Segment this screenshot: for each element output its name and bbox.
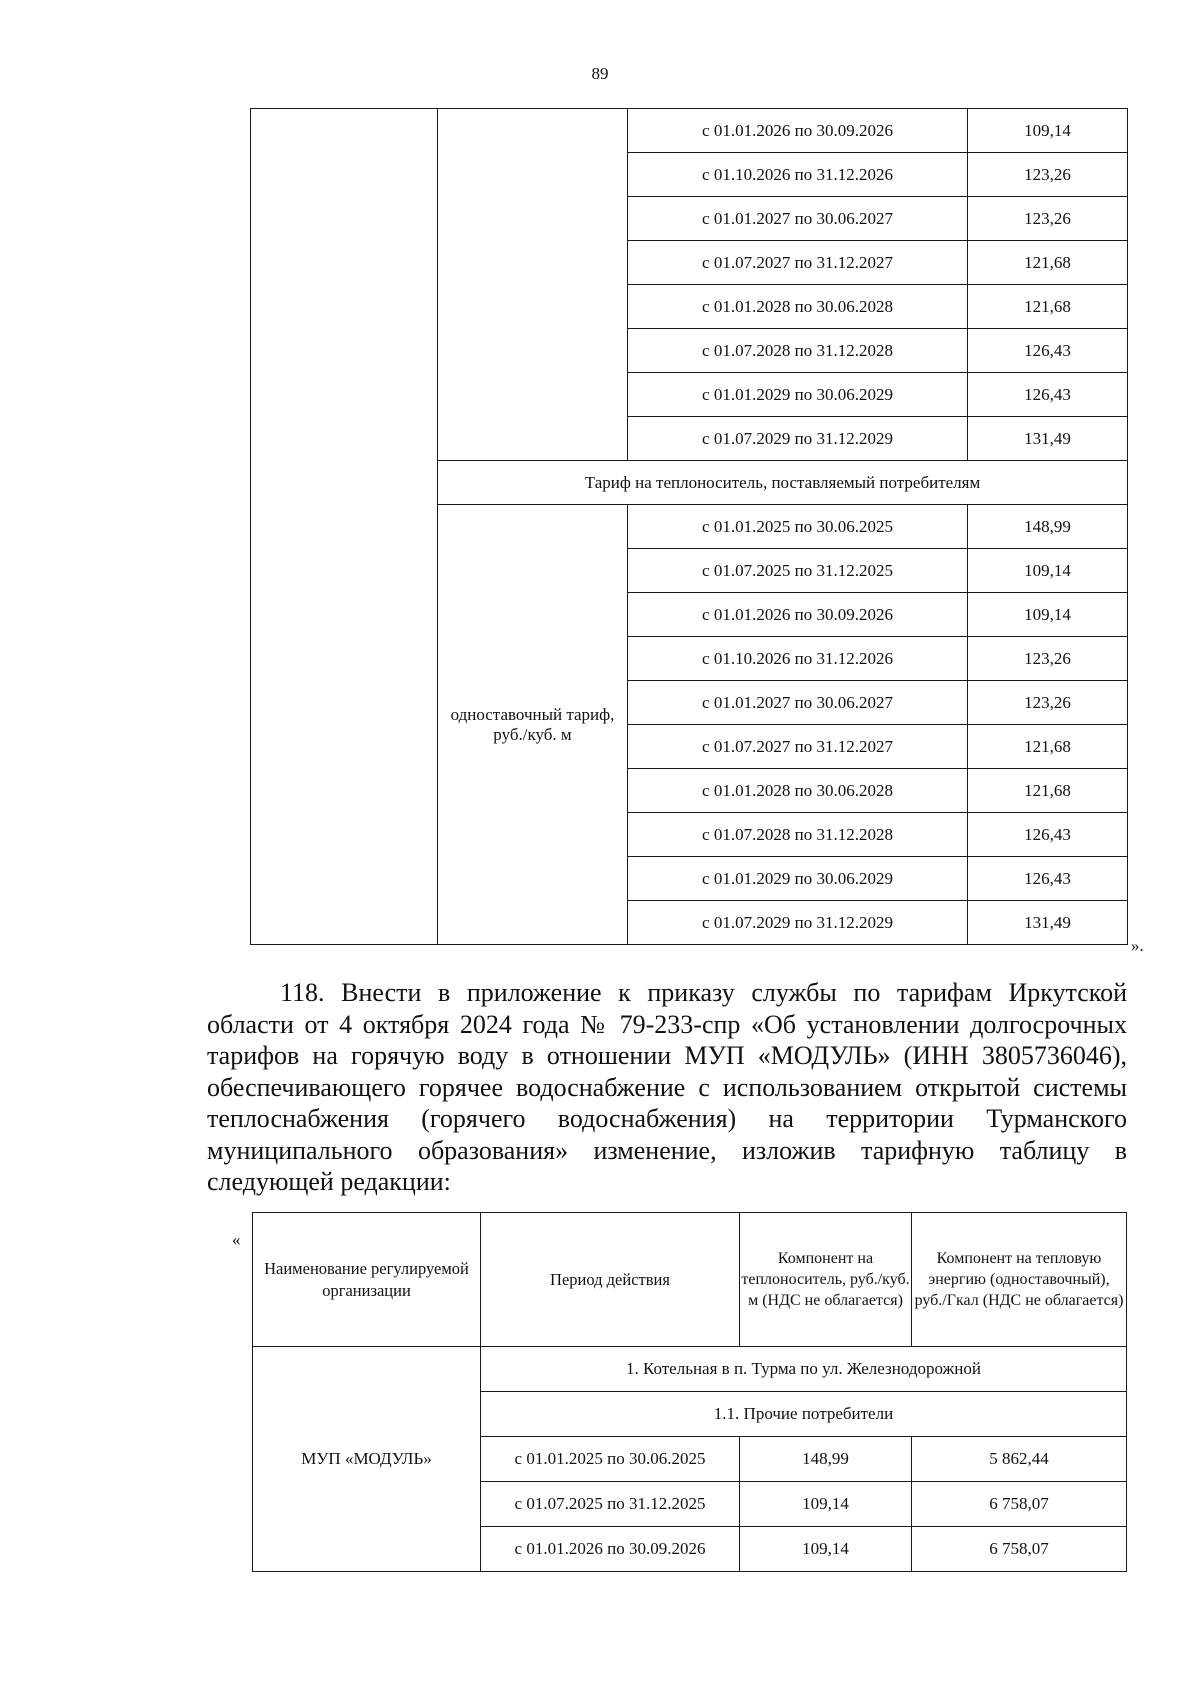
period-cell: с 01.01.2026 по 30.09.2026 (628, 109, 968, 153)
period-cell: с 01.07.2027 по 31.12.2027 (628, 241, 968, 285)
carrier-cell: 109,14 (740, 1482, 912, 1527)
period-cell: с 01.07.2028 по 31.12.2028 (628, 329, 968, 373)
period-cell: с 01.07.2028 по 31.12.2028 (628, 813, 968, 857)
period-cell: с 01.01.2027 по 30.06.2027 (628, 197, 968, 241)
value-cell: 126,43 (968, 373, 1128, 417)
page-number: 89 (591, 64, 609, 83)
section-row (253, 1347, 1127, 1392)
value-cell: 123,26 (968, 637, 1128, 681)
section-title: Тариф на теплоноситель, поставляемый потребителям (438, 461, 1128, 505)
table-header-row (253, 1213, 1127, 1347)
carrier-cell: 148,99 (740, 1437, 912, 1482)
subsection-title: 1.1. Прочие потребители (481, 1392, 1127, 1437)
header-org: Наименование регулируемой организации (253, 1213, 481, 1347)
header-period: Период действия (481, 1213, 740, 1347)
table-row (251, 109, 1128, 153)
value-cell: 121,68 (968, 725, 1128, 769)
org-cell-empty (251, 109, 438, 945)
tariff-table-continued (250, 108, 1128, 945)
period-cell: с 01.07.2027 по 31.12.2027 (628, 725, 968, 769)
period-cell: с 01.01.2026 по 30.09.2026 (628, 593, 968, 637)
value-cell: 126,43 (968, 813, 1128, 857)
period-cell: с 01.01.2025 по 30.06.2025 (628, 505, 968, 549)
opening-quote-mark: « (232, 1230, 241, 1249)
tariff-cell-empty (438, 109, 628, 461)
energy-cell: 6 758,07 (912, 1527, 1127, 1572)
value-cell: 126,43 (968, 857, 1128, 901)
period-cell: с 01.07.2029 по 31.12.2029 (628, 901, 968, 945)
value-cell: 131,49 (968, 417, 1128, 461)
header-carrier: Компонент на теплоноситель, руб./куб. м (НДС не облагается) (740, 1213, 912, 1347)
paragraph-118 (207, 977, 1127, 1198)
period-cell: с 01.01.2025 по 30.06.2025 (481, 1437, 740, 1482)
period-cell: с 01.01.2029 по 30.06.2029 (628, 373, 968, 417)
hot-water-tariff-table (252, 1212, 1127, 1572)
period-cell: с 01.01.2027 по 30.06.2027 (628, 681, 968, 725)
period-cell: с 01.01.2028 по 30.06.2028 (628, 285, 968, 329)
value-cell: 109,14 (968, 549, 1128, 593)
section-title: 1. Котельная в п. Турма по ул. Железнодорожной (481, 1347, 1127, 1392)
value-cell: 123,26 (968, 153, 1128, 197)
value-cell: 148,99 (968, 505, 1128, 549)
period-cell: с 01.01.2028 по 30.06.2028 (628, 769, 968, 813)
value-cell: 131,49 (968, 901, 1128, 945)
period-cell: с 01.07.2025 по 31.12.2025 (628, 549, 968, 593)
value-cell: 109,14 (968, 593, 1128, 637)
period-cell: с 01.07.2029 по 31.12.2029 (628, 417, 968, 461)
value-cell: 109,14 (968, 109, 1128, 153)
org-name: МУП «МОДУЛЬ» (253, 1347, 481, 1572)
closing-quote-mark: ». (1131, 936, 1144, 955)
period-cell: с 01.01.2029 по 30.06.2029 (628, 857, 968, 901)
value-cell: 121,68 (968, 285, 1128, 329)
period-cell: с 01.07.2025 по 31.12.2025 (481, 1482, 740, 1527)
period-cell: с 01.01.2026 по 30.09.2026 (481, 1527, 740, 1572)
energy-cell: 5 862,44 (912, 1437, 1127, 1482)
carrier-cell: 109,14 (740, 1527, 912, 1572)
value-cell: 123,26 (968, 197, 1128, 241)
energy-cell: 6 758,07 (912, 1482, 1127, 1527)
value-cell: 126,43 (968, 329, 1128, 373)
period-cell: с 01.10.2026 по 31.12.2026 (628, 637, 968, 681)
value-cell: 121,68 (968, 769, 1128, 813)
paragraph-text: 118. Внести в приложение к приказу службы по тарифам Иркутской области от 4 октября 2024 года № 79-233-спр «Об установлении долгосрочных тарифов на горячую воду в отношении МУП «МОДУЛЬ» (ИНН 3805736046), обеспечивающего горячее водоснабжение с использованием открытой системы теплоснабжения (горячего водоснабжения) на территории Турманского муниципального образования» изменение, изложив тарифную таблицу в следующей редакции: (207, 978, 1127, 1196)
header-energy: Компонент на тепловую энергию (одноставочный), руб./Гкал (НДС не облагается) (912, 1213, 1127, 1347)
value-cell: 121,68 (968, 241, 1128, 285)
value-cell: 123,26 (968, 681, 1128, 725)
period-cell: с 01.10.2026 по 31.12.2026 (628, 153, 968, 197)
tariff-label: одноставочный тариф, руб./куб. м (438, 505, 628, 945)
